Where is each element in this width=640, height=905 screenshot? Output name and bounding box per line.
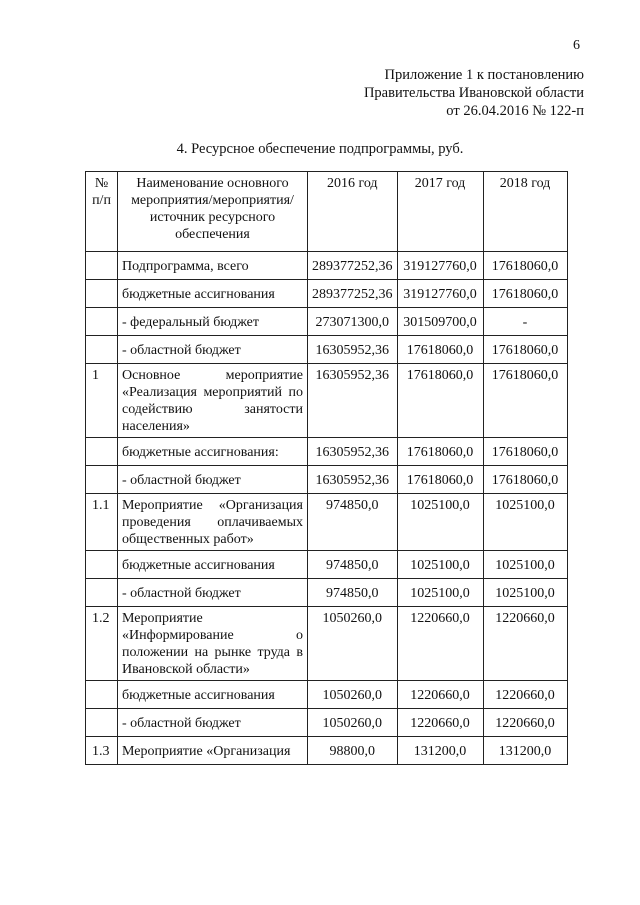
row-name: - областной бюджет — [118, 579, 308, 607]
table-row — [86, 280, 568, 308]
table-row — [86, 336, 568, 364]
row-name: бюджетные ассигнования — [118, 681, 308, 709]
value-2017: 17618060,0 — [397, 438, 483, 466]
value-2018: 1025100,0 — [483, 494, 567, 551]
row-name: бюджетные ассигнования: — [118, 438, 308, 466]
table-row — [86, 737, 568, 765]
row-number: 1.1 — [86, 494, 118, 551]
value-2016: 273071300,0 — [308, 308, 398, 336]
value-2018: 17618060,0 — [483, 280, 567, 308]
header-num: № п/п — [86, 172, 118, 252]
value-2017: 131200,0 — [397, 737, 483, 765]
value-2018: 17618060,0 — [483, 466, 567, 494]
value-2018: 131200,0 — [483, 737, 567, 765]
value-2017: 1025100,0 — [397, 494, 483, 551]
value-2018: 1220660,0 — [483, 681, 567, 709]
value-2018: 17618060,0 — [483, 438, 567, 466]
section-title: 4. Ресурсное обеспечение подпрограммы, руб. — [176, 141, 464, 157]
value-2017: 1025100,0 — [397, 579, 483, 607]
value-2017: 1025100,0 — [397, 551, 483, 579]
value-2016: 16305952,36 — [308, 364, 398, 438]
row-number — [86, 466, 118, 494]
table-header-row — [86, 172, 568, 252]
row-name: - областной бюджет — [118, 709, 308, 737]
value-2018: 1220660,0 — [483, 607, 567, 681]
value-2017: 17618060,0 — [397, 466, 483, 494]
value-2016: 974850,0 — [308, 494, 398, 551]
value-2017: 1220660,0 — [397, 709, 483, 737]
value-2017: 17618060,0 — [397, 364, 483, 438]
table-row — [86, 607, 568, 681]
header-name: Наименование основного мероприятия/мероприятия/ источник ресурсного обеспечения — [118, 172, 308, 252]
row-name: - областной бюджет — [118, 336, 308, 364]
value-2018: 1025100,0 — [483, 579, 567, 607]
value-2016: 16305952,36 — [308, 438, 398, 466]
value-2018: - — [483, 308, 567, 336]
value-2018: 17618060,0 — [483, 336, 567, 364]
row-number — [86, 308, 118, 336]
value-2018: 1025100,0 — [483, 551, 567, 579]
table-row — [86, 551, 568, 579]
header-2016: 2016 год — [308, 172, 398, 252]
header-2017: 2017 год — [397, 172, 483, 252]
value-2017: 1220660,0 — [397, 681, 483, 709]
table-row — [86, 579, 568, 607]
row-number — [86, 681, 118, 709]
row-name: - областной бюджет — [118, 466, 308, 494]
appendix-note — [364, 66, 584, 120]
value-2017: 17618060,0 — [397, 336, 483, 364]
appendix-line-3: от 26.04.2016 № 122-п — [446, 103, 584, 119]
value-2017: 301509700,0 — [397, 308, 483, 336]
page-number: 6 — [573, 38, 580, 53]
value-2018: 17618060,0 — [483, 364, 567, 438]
table-row — [86, 364, 568, 438]
row-name: бюджетные ассигнования — [118, 280, 308, 308]
value-2016: 98800,0 — [308, 737, 398, 765]
row-name: Подпрограмма, всего — [118, 252, 308, 280]
value-2016: 974850,0 — [308, 551, 398, 579]
value-2016: 974850,0 — [308, 579, 398, 607]
value-2016: 16305952,36 — [308, 466, 398, 494]
row-name: - федеральный бюджет — [118, 308, 308, 336]
row-number: 1 — [86, 364, 118, 438]
value-2016: 1050260,0 — [308, 709, 398, 737]
table-row — [86, 681, 568, 709]
row-number: 1.2 — [86, 607, 118, 681]
table-row — [86, 494, 568, 551]
value-2016: 16305952,36 — [308, 336, 398, 364]
table-row — [86, 709, 568, 737]
value-2016: 1050260,0 — [308, 681, 398, 709]
appendix-line-1: Приложение 1 к постановлению — [384, 67, 584, 83]
resource-table — [85, 171, 568, 765]
value-2016: 1050260,0 — [308, 607, 398, 681]
table-row — [86, 252, 568, 280]
header-2018: 2018 год — [483, 172, 567, 252]
row-name: бюджетные ассигнования — [118, 551, 308, 579]
row-number — [86, 252, 118, 280]
appendix-line-2: Правительства Ивановской области — [363, 85, 584, 101]
table-row — [86, 308, 568, 336]
value-2018: 1220660,0 — [483, 709, 567, 737]
row-name: Основное мероприятие «Реализация мероприятий по содействию занятости населения» — [118, 364, 308, 438]
value-2016: 289377252,36 — [308, 280, 398, 308]
row-number — [86, 438, 118, 466]
row-number — [86, 579, 118, 607]
value-2017: 319127760,0 — [397, 280, 483, 308]
row-name: Мероприятие «Информирование о положении на рынке труда в Ивановской области» — [118, 607, 308, 681]
row-number — [86, 709, 118, 737]
table-row — [86, 466, 568, 494]
row-name: Мероприятие «Организация — [118, 737, 308, 765]
value-2018: 17618060,0 — [483, 252, 567, 280]
row-name: Мероприятие «Организация проведения оплачиваемых общественных работ» — [118, 494, 308, 551]
value-2017: 319127760,0 — [397, 252, 483, 280]
value-2016: 289377252,36 — [308, 252, 398, 280]
row-number: 1.3 — [86, 737, 118, 765]
value-2017: 1220660,0 — [397, 607, 483, 681]
row-number — [86, 280, 118, 308]
table-row — [86, 438, 568, 466]
row-number — [86, 551, 118, 579]
row-number — [86, 336, 118, 364]
